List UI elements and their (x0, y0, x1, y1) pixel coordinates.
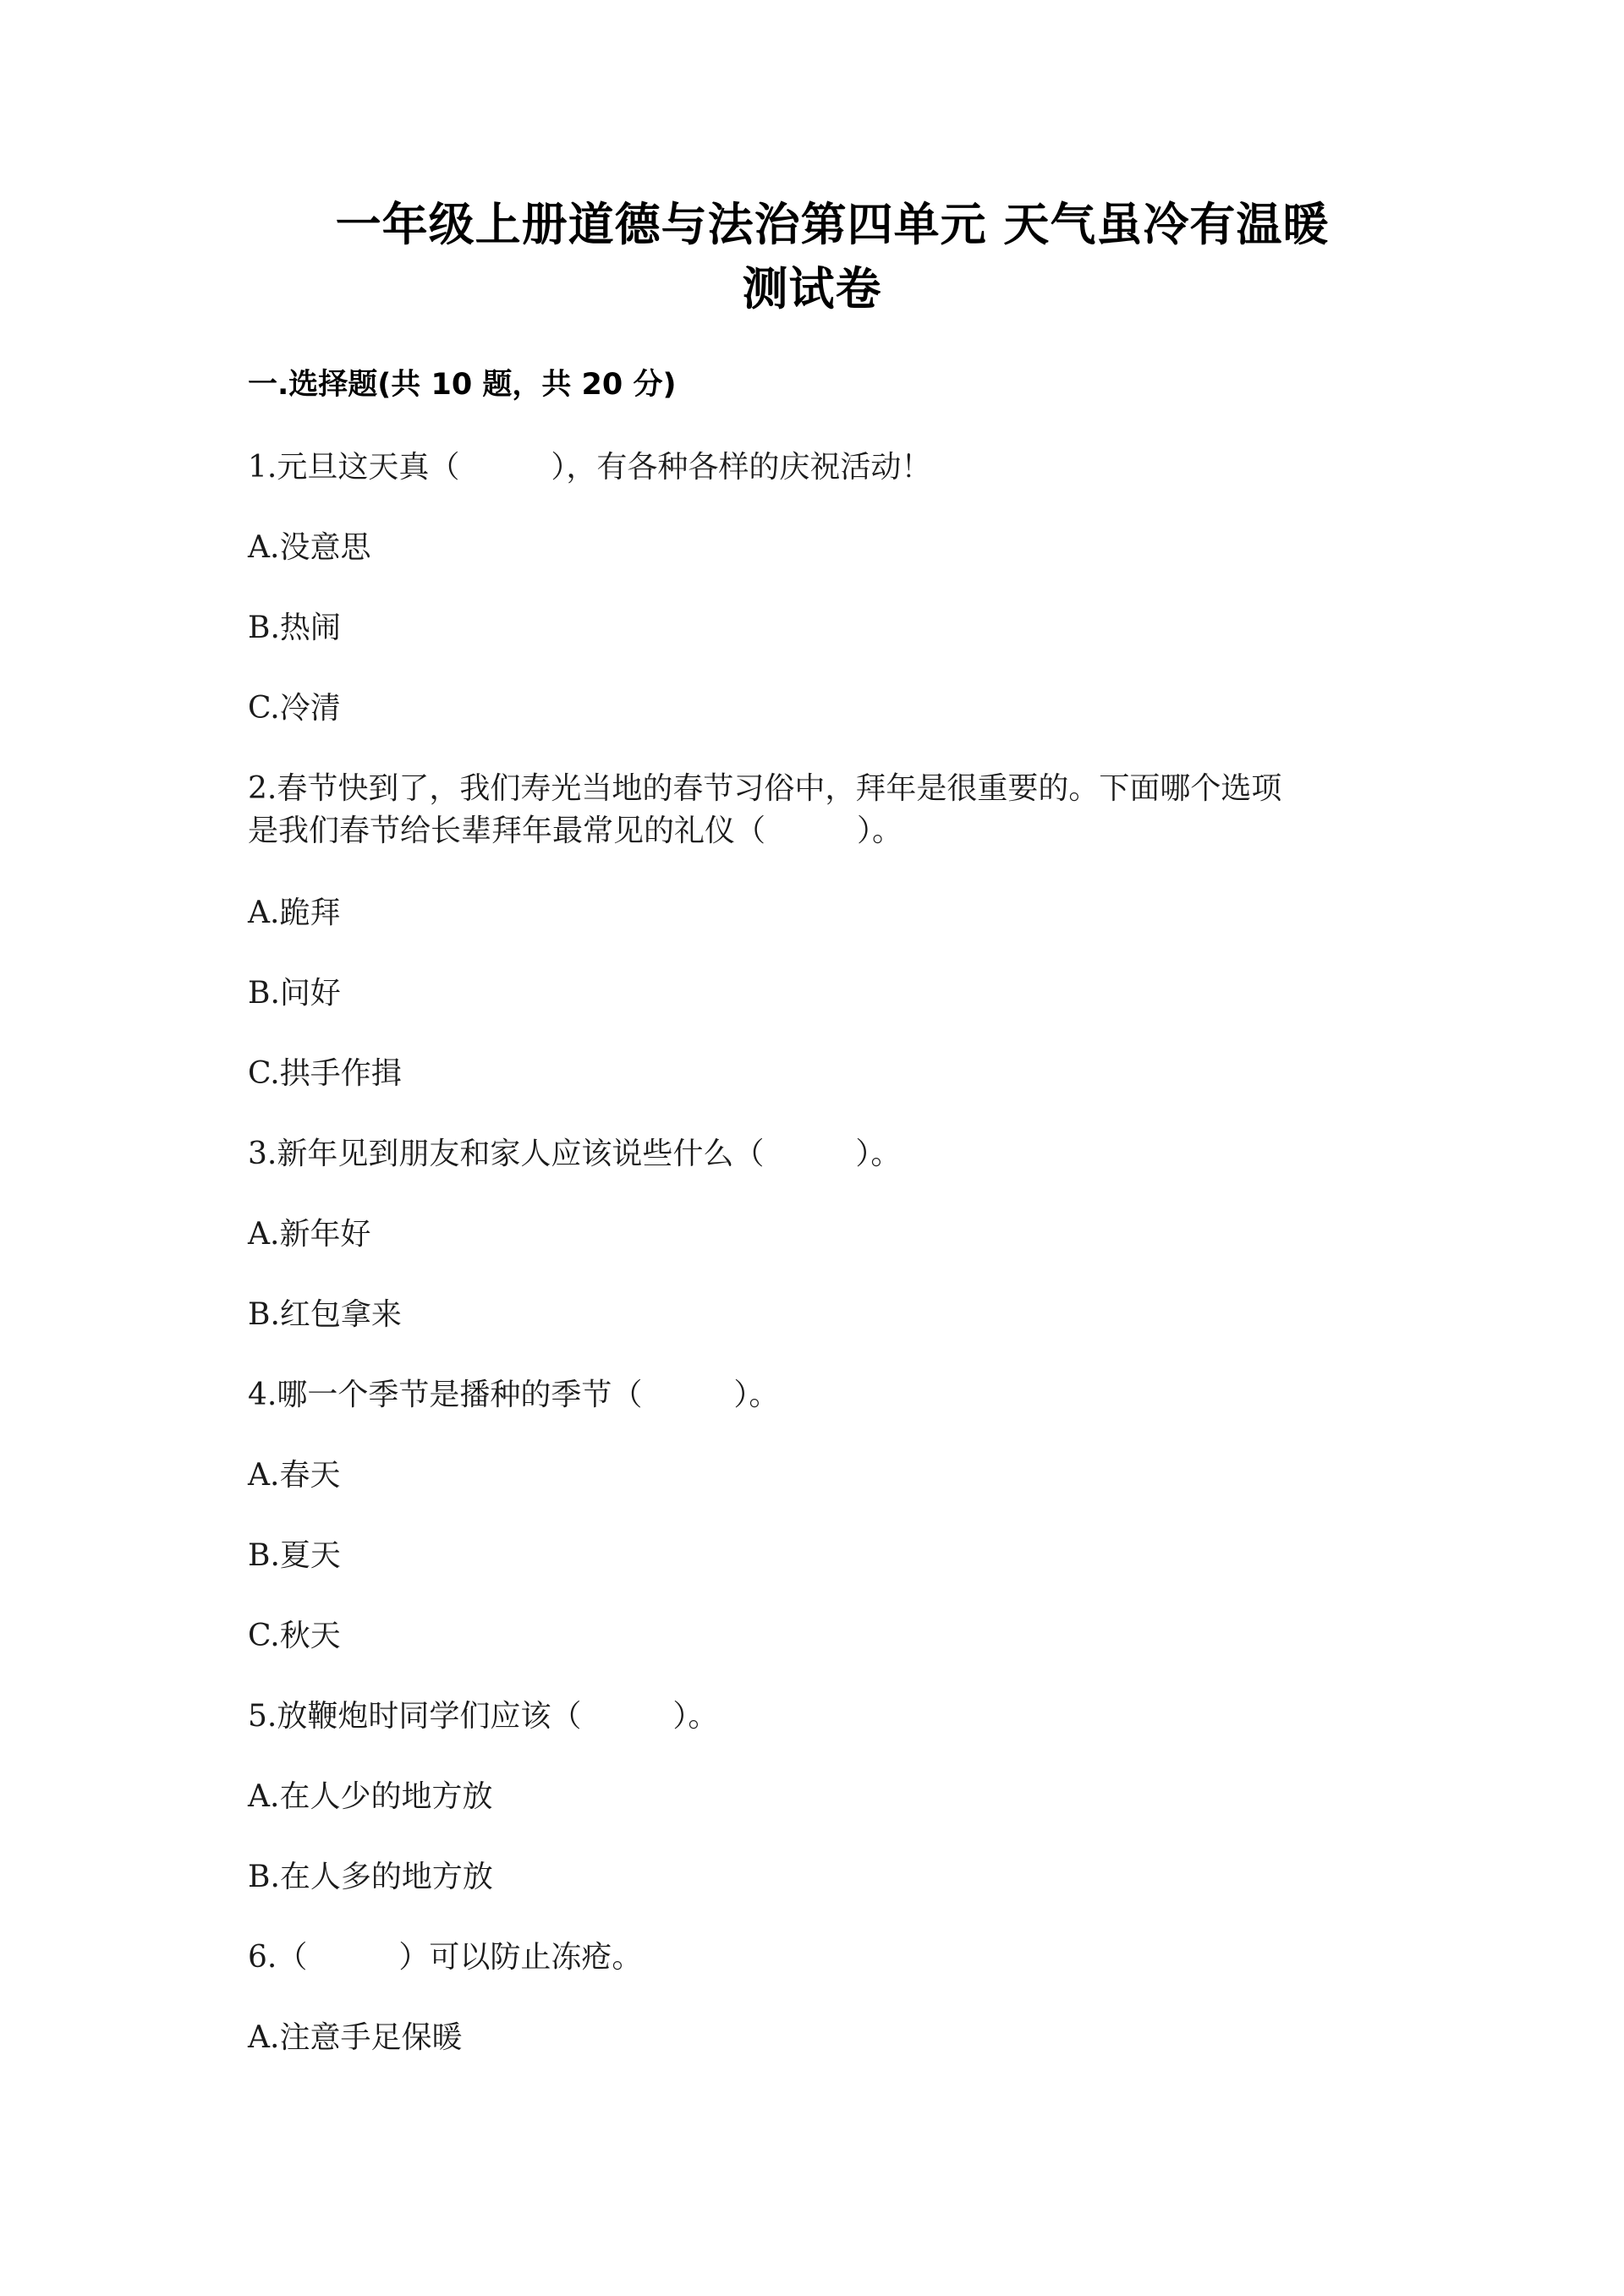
question-4-option-c: C.秋天 (248, 1619, 341, 1653)
question-4-text: 4.哪一个季节是播种的季节（ ）。 (248, 1378, 780, 1412)
question-5-option-a: A.在人少的地方放 (248, 1779, 493, 1814)
question-3-option-b: B.红包拿来 (248, 1297, 402, 1332)
question-2-option-a: A.跪拜 (248, 896, 341, 930)
question-1-option-a: A.没意思 (248, 530, 371, 565)
question-6-option-a: A.注意手足保暖 (248, 2020, 463, 2055)
section-heading: 一.选择题(共 10 题，共 20 分) (248, 368, 677, 402)
question-2-text-line-2: 是我们春节给长辈拜年最常见的礼仪（ ）。 (248, 814, 903, 848)
question-3-text: 3.新年见到朋友和家人应该说些什么（ ）。 (248, 1137, 902, 1171)
question-3-option-a: A.新年好 (248, 1217, 371, 1252)
question-2-option-c: C.拱手作揖 (248, 1056, 402, 1091)
page-title (0, 193, 1624, 321)
question-6-text: 6.（ ）可以防止冻疮。 (248, 1940, 643, 1975)
title-line-2: 测试卷 (742, 262, 882, 315)
question-5-option-b: B.在人多的地方放 (248, 1860, 493, 1894)
question-2-text-line-1: 2.春节快到了，我们寿光当地的春节习俗中，拜年是很重要的。下面哪个选项 (248, 771, 1282, 806)
question-1-text: 1.元旦这天真（ ），有各种各样的庆祝活动！ (248, 450, 932, 485)
question-2-option-b: B.问好 (248, 976, 341, 1011)
question-1-option-b: B.热闹 (248, 611, 341, 645)
question-4-option-a: A.春天 (248, 1458, 341, 1493)
title-line-1: 一年级上册道德与法治第四单元 天气虽冷有温暖 (335, 198, 1330, 251)
question-1-option-c: C.冷清 (248, 691, 341, 726)
question-5-text: 5.放鞭炮时同学们应该（ ）。 (248, 1699, 719, 1734)
question-4-option-b: B.夏天 (248, 1538, 341, 1573)
